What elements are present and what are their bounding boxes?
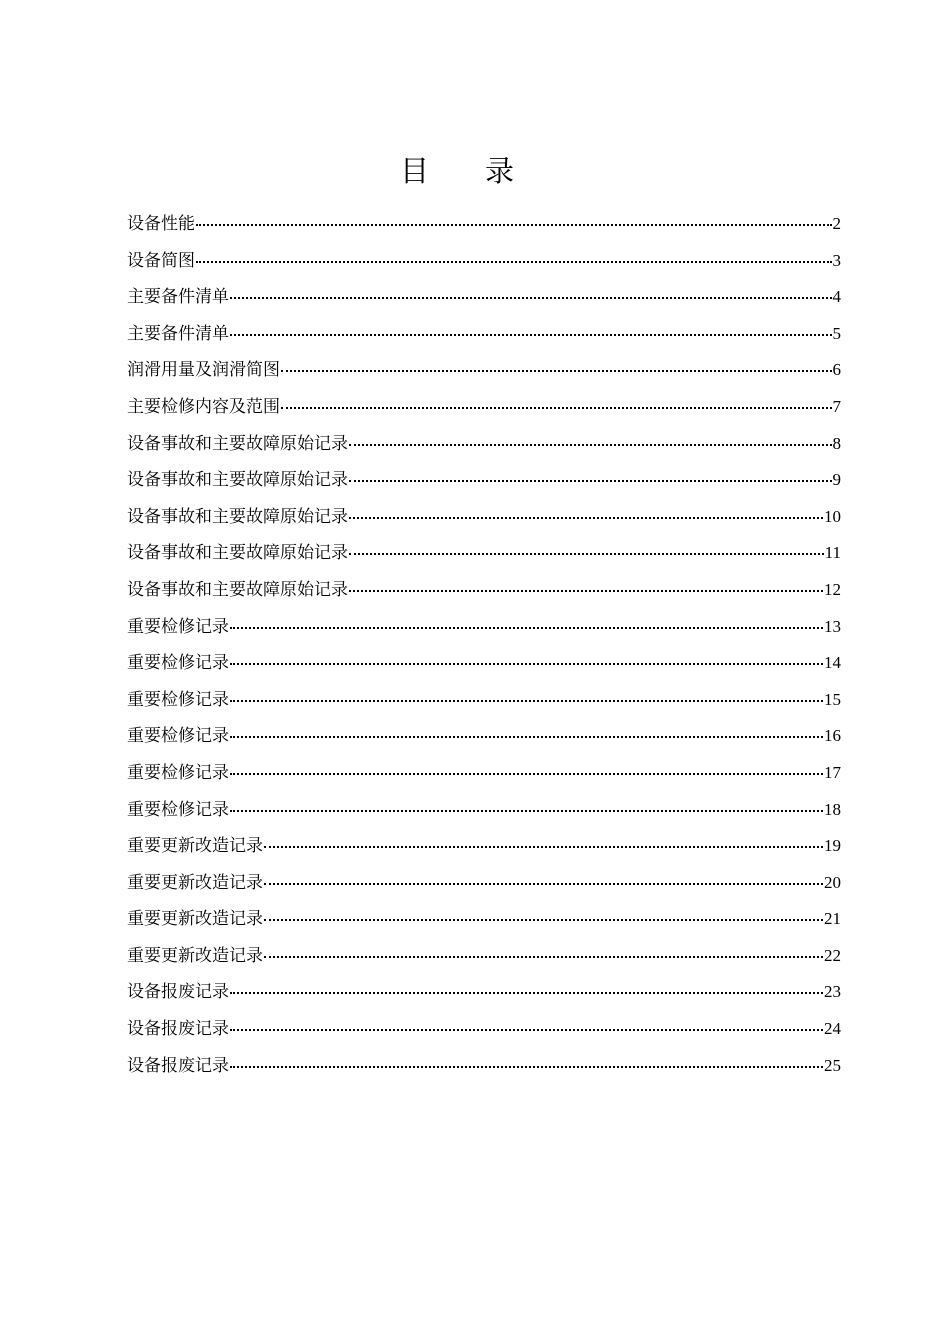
dot-leader xyxy=(264,846,823,848)
dot-leader xyxy=(230,627,823,629)
toc-entry-label: 重要检修记录 xyxy=(127,616,229,637)
dot-leader xyxy=(230,700,823,702)
toc-entry-page-number: 11 xyxy=(824,543,841,563)
toc-entry[interactable] xyxy=(127,609,841,646)
dot-leader xyxy=(230,1029,823,1031)
toc-entry-page-number: 5 xyxy=(832,323,841,343)
dot-leader xyxy=(264,956,823,958)
toc-entry-page-number: 6 xyxy=(832,360,841,380)
dot-leader xyxy=(230,1066,823,1068)
toc-entry[interactable] xyxy=(127,718,841,755)
toc-entry[interactable] xyxy=(127,316,841,353)
toc-entry-label: 设备事故和主要故障原始记录 xyxy=(127,579,348,600)
toc-entry[interactable] xyxy=(127,499,841,536)
dot-leader xyxy=(196,261,832,263)
toc-entry[interactable] xyxy=(127,535,841,572)
toc-entry[interactable] xyxy=(127,938,841,975)
dot-leader xyxy=(230,334,832,336)
toc-entry-page-number: 10 xyxy=(824,506,841,526)
toc-entry-label: 重要更新改造记录 xyxy=(127,872,263,893)
toc-entry[interactable] xyxy=(127,828,841,865)
toc-entry-label: 重要检修记录 xyxy=(127,689,229,710)
toc-entry[interactable] xyxy=(127,279,841,316)
toc-entry-page-number: 4 xyxy=(832,287,841,307)
toc-entry-label: 设备性能 xyxy=(127,214,195,234)
toc-entry[interactable] xyxy=(127,682,841,719)
toc-entry[interactable] xyxy=(127,974,841,1011)
dot-leader xyxy=(264,919,823,921)
toc-entry[interactable] xyxy=(127,243,841,280)
toc-entry[interactable] xyxy=(127,1048,841,1085)
toc-entry-label: 设备事故和主要故障原始记录 xyxy=(127,433,348,454)
toc-entry[interactable] xyxy=(127,865,841,902)
dot-leader xyxy=(230,736,823,738)
toc-entry-page-number: 12 xyxy=(824,579,841,599)
dot-leader xyxy=(230,773,823,775)
toc-entry-page-number: 22 xyxy=(824,945,841,965)
toc-entry-page-number: 25 xyxy=(824,1055,841,1075)
toc-entry-page-number: 7 xyxy=(832,396,841,416)
dot-leader xyxy=(196,224,832,226)
dot-leader xyxy=(230,992,823,994)
toc-entry[interactable] xyxy=(127,352,841,389)
toc-entry-page-number: 14 xyxy=(824,653,841,673)
toc-entry-page-number: 8 xyxy=(832,433,841,453)
dot-leader xyxy=(264,883,823,885)
toc-entry[interactable] xyxy=(127,206,841,243)
toc-entry-page-number: 24 xyxy=(824,1019,841,1039)
toc-entry-label: 设备事故和主要故障原始记录 xyxy=(127,506,348,527)
toc-entry-page-number: 18 xyxy=(824,799,841,819)
toc-entry[interactable] xyxy=(127,426,841,463)
toc-entry-page-number: 19 xyxy=(824,836,841,856)
toc-entry-page-number: 15 xyxy=(824,689,841,709)
dot-leader xyxy=(281,407,832,409)
toc-entry-page-number: 13 xyxy=(824,616,841,636)
toc-entry-page-number: 17 xyxy=(824,762,841,782)
toc-entry-page-number: 2 xyxy=(832,214,841,233)
toc-entry-label: 重要检修记录 xyxy=(127,653,229,674)
dot-leader xyxy=(230,663,823,665)
dot-leader xyxy=(349,517,823,519)
toc-entry-label: 设备报废记录 xyxy=(127,1019,229,1040)
toc-entry-label: 重要检修记录 xyxy=(127,762,229,783)
toc-entry[interactable] xyxy=(127,792,841,829)
toc-entry-label: 润滑用量及润滑简图 xyxy=(127,360,280,381)
toc-entry-label: 重要更新改造记录 xyxy=(127,909,263,930)
dot-leader xyxy=(281,370,832,372)
toc-entry[interactable] xyxy=(127,462,841,499)
toc-entry[interactable] xyxy=(127,901,841,938)
dot-leader xyxy=(349,444,832,446)
dot-leader xyxy=(230,297,832,299)
toc-entry-page-number: 3 xyxy=(832,250,841,270)
toc-entry-label: 重要检修记录 xyxy=(127,799,229,820)
toc-entry[interactable] xyxy=(127,389,841,426)
toc-entry-label: 设备事故和主要故障原始记录 xyxy=(127,543,348,564)
toc-entry-page-number: 16 xyxy=(824,726,841,746)
toc-entry[interactable] xyxy=(127,645,841,682)
toc-list xyxy=(127,206,841,1084)
toc-entry-page-number: 9 xyxy=(832,470,841,490)
dot-leader xyxy=(230,810,823,812)
toc-entry-label: 主要检修内容及范围 xyxy=(127,396,280,417)
toc-entry[interactable] xyxy=(127,1011,841,1048)
toc-entry-label: 重要更新改造记录 xyxy=(127,945,263,966)
dot-leader xyxy=(349,553,824,555)
dot-leader xyxy=(349,590,823,592)
toc-entry-label: 主要备件清单 xyxy=(127,323,229,344)
toc-entry[interactable] xyxy=(127,755,841,792)
toc-entry-page-number: 20 xyxy=(824,872,841,892)
toc-entry-label: 重要检修记录 xyxy=(127,726,229,747)
toc-entry-page-number: 23 xyxy=(824,982,841,1002)
toc-entry-label: 重要更新改造记录 xyxy=(127,836,263,857)
toc-entry-label: 主要备件清单 xyxy=(127,287,229,308)
toc-entry-label: 设备事故和主要故障原始记录 xyxy=(127,470,348,491)
toc-entry-page-number: 21 xyxy=(824,909,841,929)
toc-entry-label: 设备简图 xyxy=(127,250,195,271)
dot-leader xyxy=(349,480,832,482)
toc-title: 目录 xyxy=(399,154,570,189)
toc-entry-label: 设备报废记录 xyxy=(127,982,229,1003)
toc-entry-label: 设备报废记录 xyxy=(127,1055,229,1076)
toc-entry[interactable] xyxy=(127,572,841,609)
